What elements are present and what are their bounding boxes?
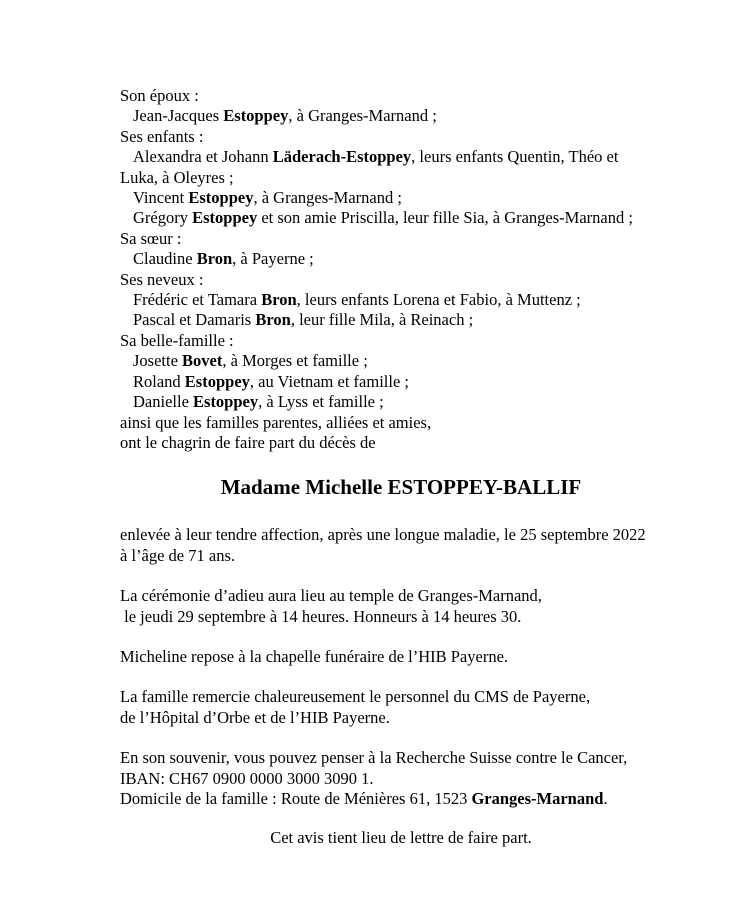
text-segment: Danielle <box>133 392 194 412</box>
notice-line <box>120 229 682 249</box>
text-segment: Son époux : <box>120 86 199 105</box>
notice-line <box>120 647 682 667</box>
family-name-bold: Bovet <box>182 351 223 371</box>
text-segment: le jeudi 29 septembre à 14 heures. Honneurs à 14 heures 30. <box>120 606 522 626</box>
text-segment: Sa belle-famille : <box>120 330 234 350</box>
family-name-bold: Läderach-Estoppey <box>272 147 412 167</box>
family-relations-block <box>120 86 682 453</box>
notice-line <box>120 607 682 627</box>
text-segment: enlevée à leur tendre affection, après une longue maladie, le 25 septembre 2022 <box>120 525 646 545</box>
notice-line <box>120 106 682 126</box>
notice-line <box>120 546 682 566</box>
text-segment: Domicile de la famille : Route de Ménières 61, 1523 <box>120 788 472 808</box>
notice-line <box>120 127 682 147</box>
family-name-bold: Granges-Marnand <box>471 788 604 808</box>
notice-line <box>120 748 682 768</box>
notice-line <box>120 331 682 351</box>
text-segment: , à Morges et famille ; <box>222 351 368 371</box>
family-name-bold: Estoppey <box>188 188 254 208</box>
text-segment: , leur fille Mila, à Reinach ; <box>290 310 474 330</box>
notice-paragraph <box>120 525 682 566</box>
text-segment: En son souvenir, vous pouvez penser à la Recherche Suisse contre le Cancer, <box>120 748 628 768</box>
text-segment: , leurs enfants Quentin, Théo et <box>411 147 619 167</box>
notice-line <box>120 86 682 106</box>
text-segment: , au Vietnam et famille ; <box>249 371 409 391</box>
notice-line <box>120 208 682 228</box>
text-segment: , leurs enfants Lorena et Fabio, à Muttenz ; <box>296 290 581 310</box>
family-name-bold: Estoppey <box>193 392 259 412</box>
text-segment: IBAN: CH67 0900 0000 3000 3090 1. <box>120 768 374 788</box>
text-segment: Sa sœur : <box>120 228 182 248</box>
text-segment: La cérémonie d’adieu aura lieu au temple de Granges-Marnand, <box>120 586 542 606</box>
text-segment: de l’Hôpital d’Orbe et de l’HIB Payerne. <box>120 707 390 727</box>
text-segment: Ses enfants : <box>120 126 204 146</box>
deceased-name-title: Madame Michelle ESTOPPEY-BALLIF <box>220 475 582 500</box>
notice-line <box>120 168 682 188</box>
text-segment: Ses neveux : <box>120 269 204 289</box>
notice-line <box>120 687 682 707</box>
text-segment: à l’âge de 71 ans. <box>120 545 235 565</box>
text-segment: Frédéric et Tamara <box>133 290 262 310</box>
text-segment: ainsi que les familles parentes, alliées et amies, <box>120 412 432 432</box>
notice-line <box>120 351 682 371</box>
text-segment: Pascal et Damaris <box>133 310 256 330</box>
text-segment: La famille remercie chaleureusement le personnel du CMS de Payerne, <box>120 687 591 707</box>
notice-line <box>120 769 682 789</box>
text-segment: Josette <box>133 351 183 371</box>
notice-line <box>120 372 682 392</box>
text-segment: Roland <box>133 371 185 391</box>
notice-paragraphs <box>120 525 682 809</box>
notice-paragraph <box>120 586 682 627</box>
family-name-bold: Estoppey <box>223 106 289 126</box>
family-name-bold: Estoppey <box>192 208 258 228</box>
text-segment: Jean-Jacques <box>133 106 224 126</box>
notice-line <box>120 270 682 290</box>
family-name-bold: Bron <box>261 290 297 310</box>
text-segment: . <box>603 788 608 808</box>
family-name-bold: Estoppey <box>184 371 250 391</box>
family-name-bold: Bron <box>255 310 291 330</box>
notice-line <box>120 249 682 269</box>
text-segment: Claudine <box>133 249 197 269</box>
notice-paragraph <box>120 687 682 728</box>
text-segment: ont le chagrin de faire part du décès de <box>120 432 376 452</box>
text-segment: , à Lyss et famille ; <box>258 392 384 412</box>
text-segment: , à Granges-Marnand ; <box>253 188 402 208</box>
text-segment: Grégory <box>133 208 193 228</box>
notice-line <box>120 586 682 606</box>
notice-line <box>120 392 682 412</box>
notice-line <box>120 789 682 809</box>
closing-line: Cet avis tient lieu de lettre de faire part. <box>270 828 532 848</box>
notice-line <box>120 433 682 453</box>
text-segment: Vincent <box>133 188 189 208</box>
notice-line <box>120 525 682 545</box>
text-segment: et son amie Priscilla, leur fille Sia, à Granges-Marnand ; <box>257 208 633 228</box>
notice-line <box>120 310 682 330</box>
text-segment: Luka, à Oleyres ; <box>120 167 234 187</box>
notice-line <box>120 290 682 310</box>
notice-line <box>120 188 682 208</box>
notice-line <box>120 708 682 728</box>
notice-paragraph <box>120 748 682 809</box>
text-segment: Micheline repose à la chapelle funéraire de l’HIB Payerne. <box>120 646 509 666</box>
text-segment: , à Payerne ; <box>232 249 314 269</box>
notice-line <box>120 147 682 167</box>
family-name-bold: Bron <box>196 249 233 269</box>
text-segment: , à Granges-Marnand ; <box>288 106 437 126</box>
text-segment: Alexandra et Johann <box>133 147 273 167</box>
notice-paragraph <box>120 647 682 667</box>
notice-line <box>120 413 682 433</box>
